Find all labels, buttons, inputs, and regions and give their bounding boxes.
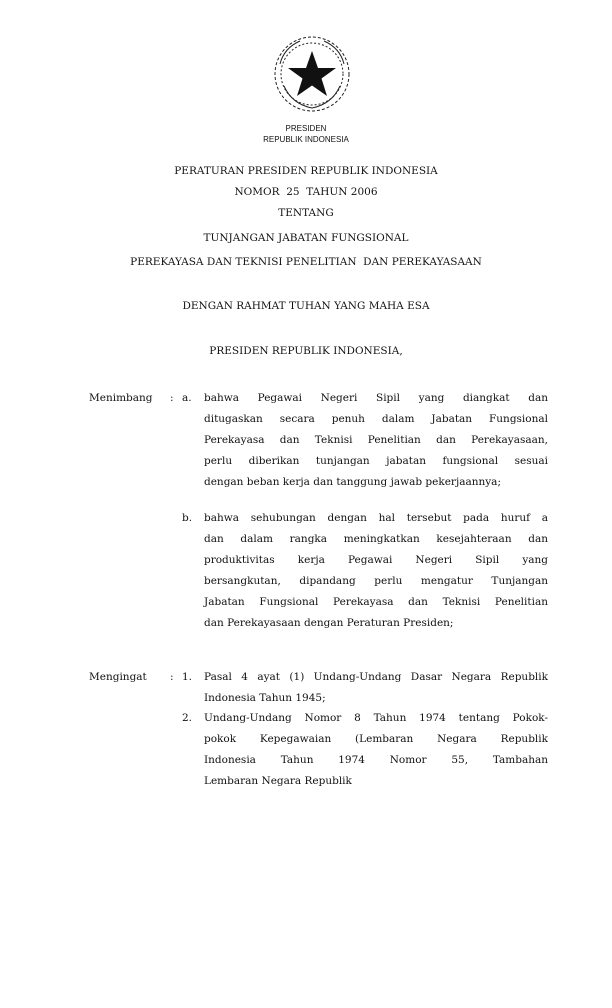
emblem-caption-republik: REPUBLIK INDONESIA [263, 135, 349, 144]
menimbang-item-line: bahwa Pegawai Negeri Sipil yang diangkat dan [204, 392, 548, 404]
menimbang-colon: : [170, 392, 174, 404]
menimbang-item-line: perlu diberikan tunjangan jabatan fungsional sesuai [204, 455, 548, 467]
subject-line-2: PEREKAYASA DAN TEKNISI PENELITIAN DAN PEREKAYASAAN [130, 256, 482, 268]
mengingat-item-marker: 1. [182, 671, 193, 683]
mengingat-item-line: Undang-Undang Nomor 8 Tahun 1974 tentang Pokok- [204, 712, 548, 724]
mengingat-item-line: pokok Kepegawaian (Lembaran Negara Republik [204, 733, 548, 745]
mengingat-item-line: Lembaran Negara Republik [204, 775, 352, 787]
regulation-title: PERATURAN PRESIDEN REPUBLIK INDONESIA [174, 165, 438, 177]
invocation: DENGAN RAHMAT TUHAN YANG MAHA ESA [182, 300, 430, 312]
menimbang-item-line: ditugaskan secara penuh dalam Jabatan Fungsional [204, 413, 548, 425]
mengingat-colon: : [170, 671, 174, 683]
mengingat-item-line: Indonesia Tahun 1945; [204, 692, 326, 704]
mengingat-item-marker: 2. [182, 712, 193, 724]
about-label: TENTANG [278, 207, 334, 219]
mengingat-label: Mengingat [89, 671, 147, 683]
menimbang-item-line: Jabatan Fungsional Perekayasa dan Teknisi Penelitian [204, 596, 548, 608]
menimbang-label: Menimbang [89, 392, 153, 404]
menimbang-item-marker: a. [182, 392, 192, 404]
regulation-number: NOMOR 25 TAHUN 2006 [234, 186, 378, 198]
menimbang-item-line: bersangkutan, dipandang perlu mengatur Tunjangan [204, 575, 548, 587]
mengingat-item-line: Indonesia Tahun 1974 Nomor 55, Tambahan [204, 754, 548, 766]
menimbang-item-marker: b. [182, 512, 193, 524]
menimbang-item-line: dan dalam rangka meningkatkan kesejahteraan dan [204, 533, 548, 545]
menimbang-item-line: bahwa sehubungan dengan hal tersebut pada huruf a [204, 512, 548, 524]
authority: PRESIDEN REPUBLIK INDONESIA, [209, 345, 403, 357]
mengingat-item-line: Pasal 4 ayat (1) Undang-Undang Dasar Negara Republik [204, 671, 548, 683]
menimbang-item-line: dan Perekayasaan dengan Peraturan Presiden; [204, 617, 454, 629]
menimbang-item-line: produktivitas kerja Pegawai Negeri Sipil yang [204, 554, 548, 566]
subject-line-1: TUNJANGAN JABATAN FUNGSIONAL [203, 232, 409, 244]
presidential-emblem-icon [272, 34, 352, 114]
menimbang-item-line: dengan beban kerja dan tanggung jawab pekerjaannya; [204, 476, 501, 488]
emblem-caption-presiden: PRESIDEN [285, 124, 327, 133]
menimbang-item-line: Perekayasa dan Teknisi Penelitian dan Perekayasaan, [204, 434, 548, 446]
